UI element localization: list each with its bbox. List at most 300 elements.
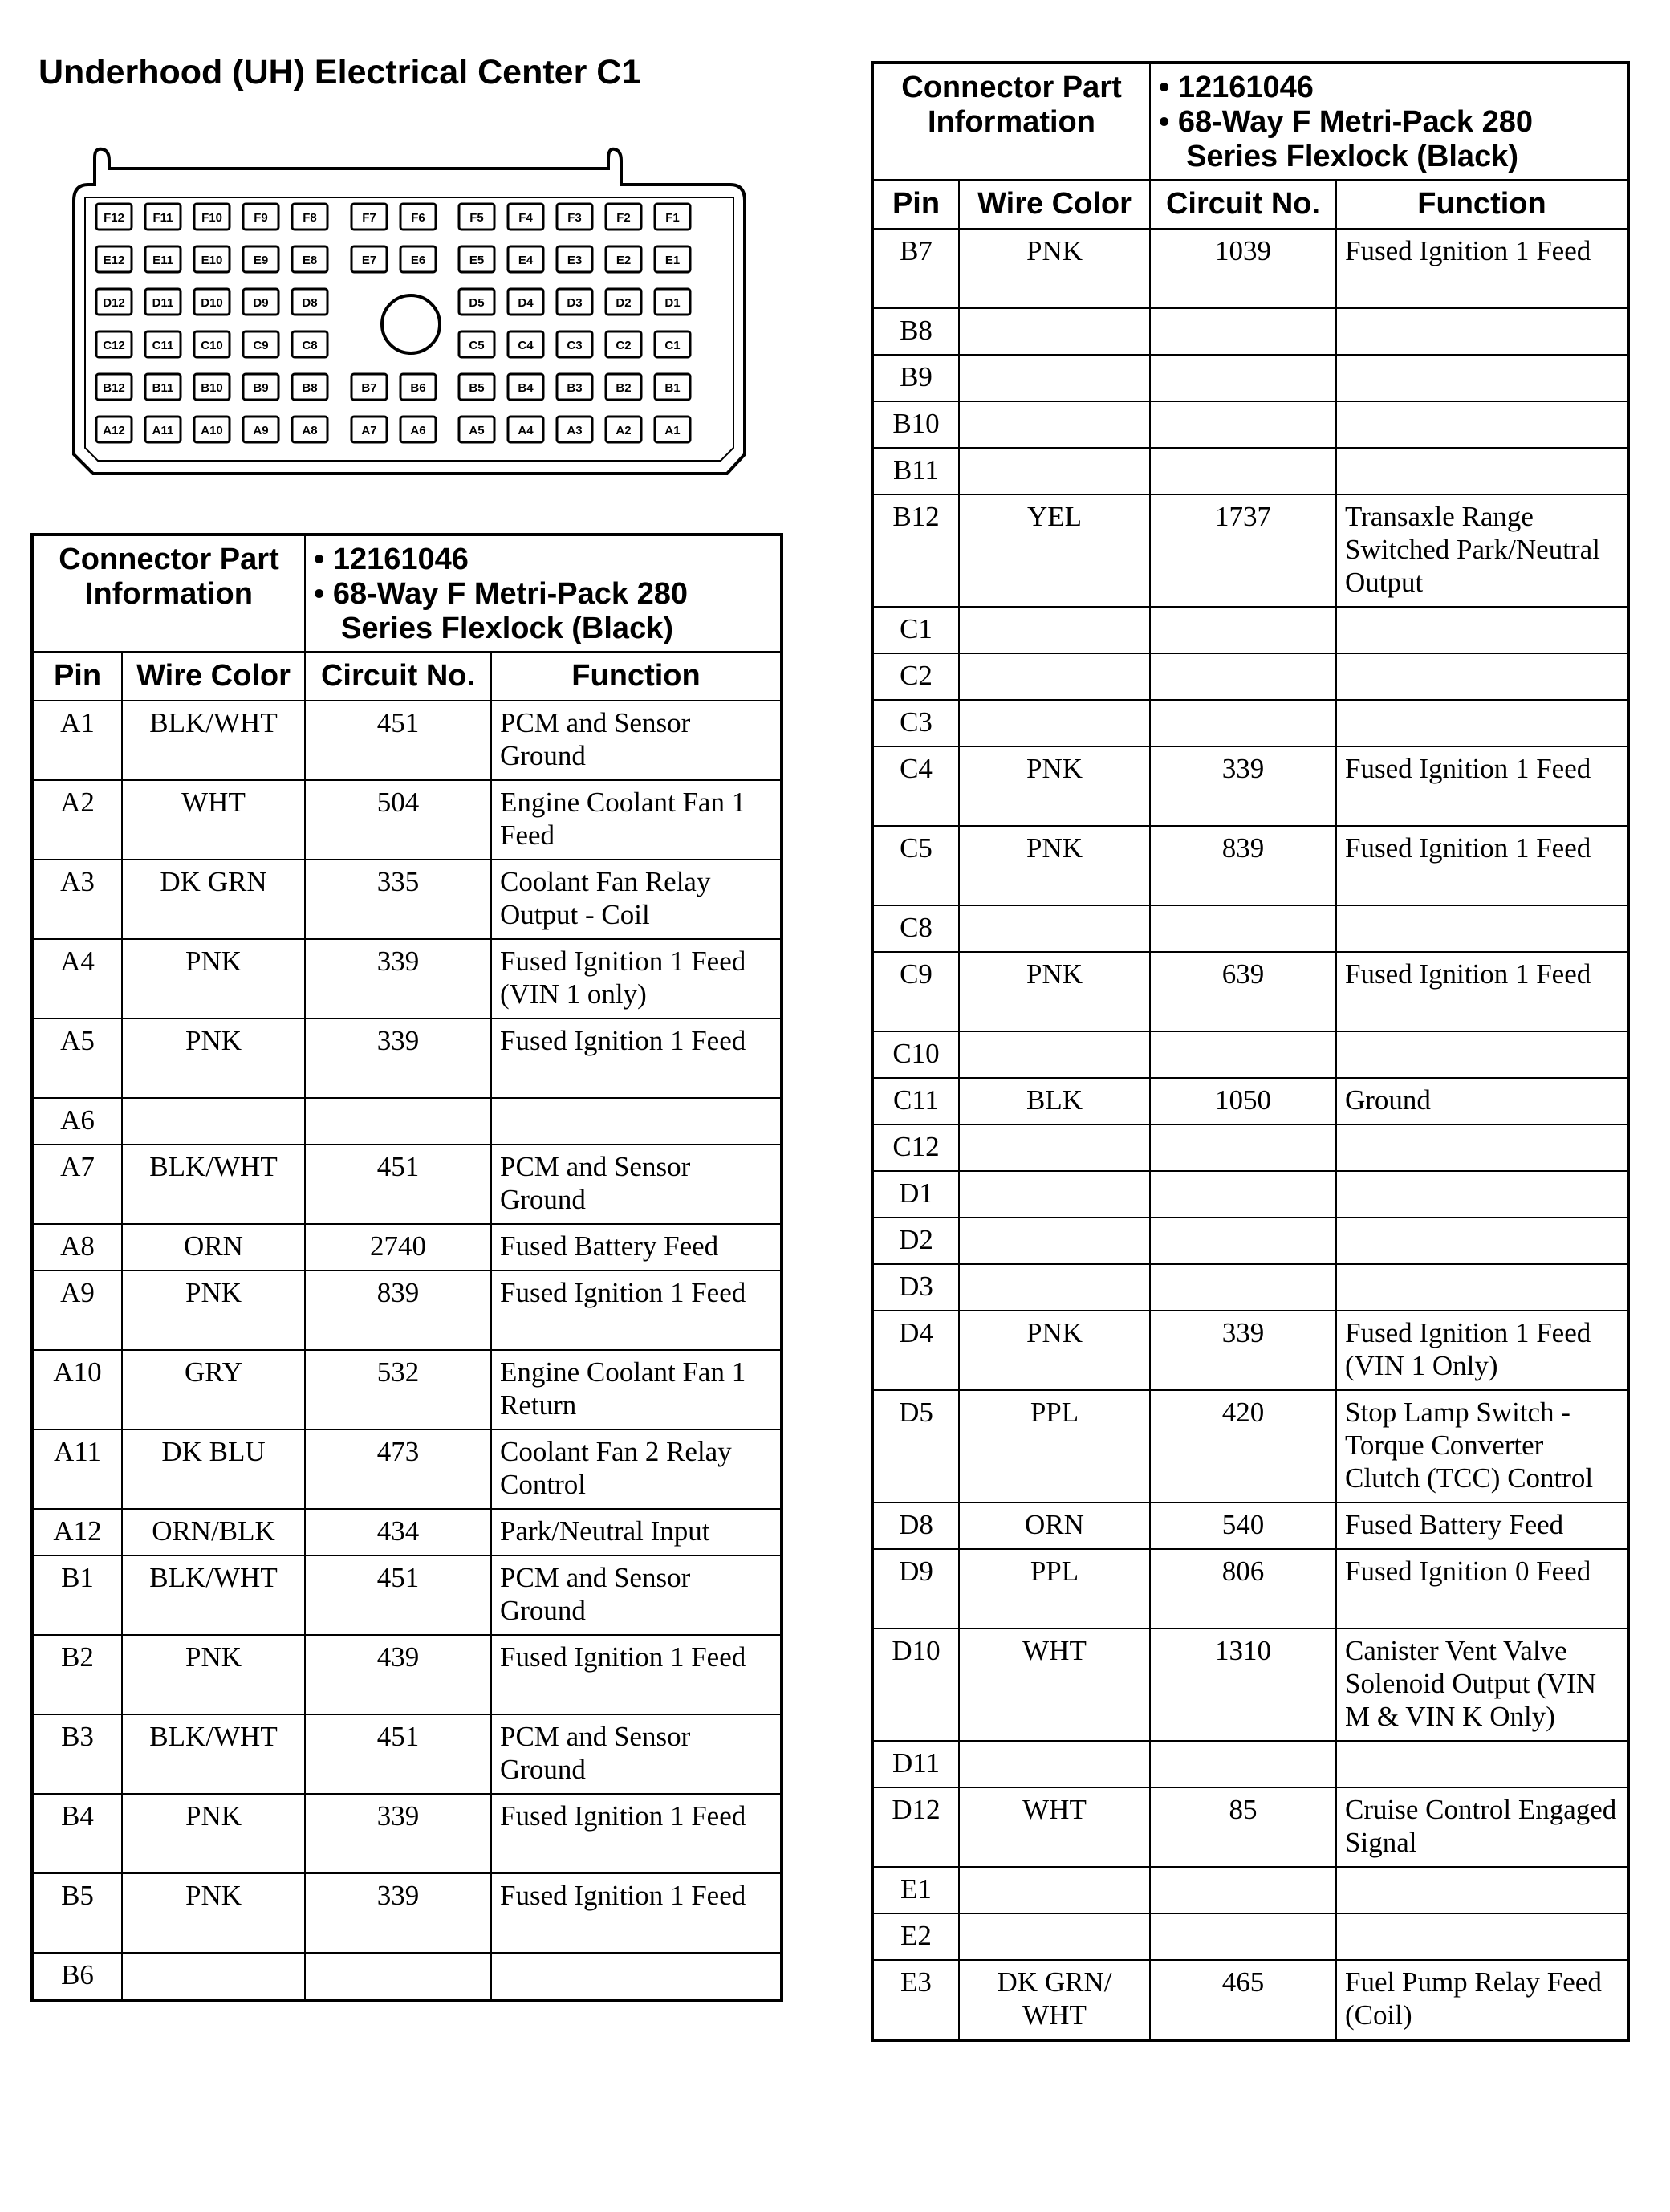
function-cell: Fused Ignition 1 Feed (491, 1019, 782, 1098)
function-cell: Fused Battery Feed (1336, 1502, 1628, 1549)
table-row (872, 308, 1628, 355)
connector-pin-cell (243, 374, 278, 400)
wire-color-cell (959, 448, 1150, 494)
connector-pin-label: A10 (201, 424, 223, 437)
connector-pin-label: D12 (103, 296, 125, 310)
wire-color-cell: ORN (122, 1224, 305, 1271)
connector-pin-cells (96, 204, 690, 442)
pin-cell: D5 (872, 1390, 959, 1502)
table-row (872, 401, 1628, 448)
connector-pin-label: F8 (303, 211, 317, 225)
function-cell: Fused Ignition 0 Feed (1336, 1549, 1628, 1629)
circuit-cell: 339 (305, 1019, 491, 1098)
function-cell (1336, 448, 1628, 494)
table-row (32, 860, 782, 939)
connector-pin-label: A5 (469, 424, 485, 437)
connector-pin-cell (557, 246, 592, 272)
wire-color-cell: ORN/BLK (122, 1509, 305, 1555)
table-row (32, 1953, 782, 2000)
circuit-cell (1150, 1913, 1336, 1960)
circuit-cell (1150, 355, 1336, 401)
circuit-cell: 839 (1150, 826, 1336, 905)
connector-pin-label: F12 (104, 211, 124, 225)
wire-color-cell: PNK (959, 952, 1150, 1031)
table-row (32, 1429, 782, 1509)
function-cell: PCM and Sensor Ground (491, 1555, 782, 1635)
pin-cell: D12 (872, 1787, 959, 1867)
connector-pin-label: B7 (361, 381, 377, 395)
connector-pin-label: D10 (201, 296, 223, 310)
connector-pin-cell (96, 417, 132, 442)
connector-pin-label: A11 (152, 424, 174, 437)
function-cell (1336, 1913, 1628, 1960)
wire-color-cell (959, 700, 1150, 746)
wire-color-cell: PNK (122, 1794, 305, 1873)
table-row (872, 1390, 1628, 1502)
table-row (32, 1714, 782, 1794)
circuit-cell (1150, 1867, 1336, 1913)
circuit-cell: 540 (1150, 1502, 1336, 1549)
connector-pin-label: A6 (410, 424, 426, 437)
header-pin: Pin (872, 180, 959, 229)
header-circuit-no: Circuit No. (305, 652, 491, 701)
circuit-cell: 504 (305, 780, 491, 860)
connector-pin-label: A9 (253, 424, 269, 437)
pin-cell: A1 (32, 701, 122, 780)
circuit-cell (1150, 1124, 1336, 1171)
pinout-table-body (32, 535, 782, 2000)
wire-color-cell: PNK (122, 1271, 305, 1350)
wire-color-cell (959, 1741, 1150, 1787)
function-cell (1336, 1264, 1628, 1311)
connector-pin-label: B12 (103, 381, 125, 395)
connector-pin-cell (292, 331, 327, 357)
function-cell (1336, 1031, 1628, 1078)
connector-pin-label: F1 (665, 211, 680, 225)
connector-pin-label: D5 (469, 296, 485, 310)
pin-cell: B6 (32, 1953, 122, 2000)
pinout-table-body (872, 63, 1628, 2040)
function-cell: Fused Ignition 1 Feed (491, 1271, 782, 1350)
connector-pin-cell (145, 331, 181, 357)
connector-pin-cell (606, 246, 641, 272)
function-cell: Canister Vent Valve Solenoid Output (VIN M & VIN K Only) (1336, 1629, 1628, 1741)
connector-pin-cell (145, 417, 181, 442)
function-cell (1336, 1124, 1628, 1171)
part-info-row (872, 63, 1628, 180)
part-info-values (305, 535, 782, 652)
table-row (872, 607, 1628, 653)
connector-pin-cell (557, 374, 592, 400)
pin-cell: A8 (32, 1224, 122, 1271)
pin-cell: D11 (872, 1741, 959, 1787)
connector-pin-cell (508, 374, 543, 400)
header-wire-color: Wire Color (122, 652, 305, 701)
function-cell (1336, 308, 1628, 355)
connector-pin-cell (145, 289, 181, 315)
connector-pin-label: F5 (469, 211, 484, 225)
pin-cell: D9 (872, 1549, 959, 1629)
table-row (32, 1873, 782, 1953)
pin-cell: D4 (872, 1311, 959, 1390)
pin-cell: A11 (32, 1429, 122, 1509)
pin-cell: B9 (872, 355, 959, 401)
wire-color-cell (959, 355, 1150, 401)
function-cell: Fused Ignition 1 Feed (491, 1873, 782, 1953)
connector-pin-label: B6 (410, 381, 426, 395)
circuit-cell (1150, 1741, 1336, 1787)
function-cell: Fused Ignition 1 Feed (491, 1794, 782, 1873)
pin-cell: E3 (872, 1960, 959, 2040)
connector-pin-label: E1 (664, 254, 681, 267)
connector-pin-label: B8 (302, 381, 318, 395)
connector-pin-label: A8 (302, 424, 318, 437)
circuit-cell: 339 (1150, 746, 1336, 826)
table-row (872, 1741, 1628, 1787)
connector-pin-label: F10 (201, 211, 222, 225)
circuit-cell: 1737 (1150, 494, 1336, 607)
part-info-item: • 12161046 (314, 543, 469, 576)
circuit-cell (1150, 308, 1336, 355)
part-info-values (1150, 63, 1628, 180)
connector-pin-cell (459, 246, 494, 272)
connector-pin-label: F7 (362, 211, 376, 225)
connector-pin-cell (606, 204, 641, 230)
connector-pin-cell (351, 374, 387, 400)
circuit-cell: 451 (305, 1714, 491, 1794)
circuit-cell: 420 (1150, 1390, 1336, 1502)
pin-cell: B8 (872, 308, 959, 355)
pin-cell: A6 (32, 1098, 122, 1145)
connector-pin-label: E4 (518, 254, 534, 267)
pin-cell: B3 (32, 1714, 122, 1794)
function-cell (1336, 355, 1628, 401)
connector-pin-label: A2 (616, 424, 632, 437)
pin-cell: E1 (872, 1867, 959, 1913)
function-cell (1336, 1171, 1628, 1218)
wire-color-cell (959, 1171, 1150, 1218)
connector-pin-cell (655, 204, 690, 230)
connector-pin-label: F4 (518, 211, 533, 225)
wire-color-cell: PNK (959, 826, 1150, 905)
pin-cell: C10 (872, 1031, 959, 1078)
connector-pin-label: E3 (567, 254, 583, 267)
connector-pin-label: B9 (253, 381, 269, 395)
table-row (872, 1960, 1628, 2040)
connector-pin-label: D2 (616, 296, 632, 310)
table-row (32, 1271, 782, 1350)
connector-pin-cell (655, 246, 690, 272)
connector-pin-cell (459, 374, 494, 400)
pin-cell: B2 (32, 1635, 122, 1714)
connector-inner-outline (85, 197, 733, 461)
wire-color-cell: PNK (959, 1311, 1150, 1390)
pin-cell: C4 (872, 746, 959, 826)
pin-cell: C11 (872, 1078, 959, 1124)
connector-pin-cell (194, 331, 230, 357)
wire-color-cell: BLK/WHT (122, 701, 305, 780)
connector-pin-label: B11 (152, 381, 174, 395)
connector-pin-cell (655, 289, 690, 315)
table-row (32, 1635, 782, 1714)
table-row (872, 1124, 1628, 1171)
function-cell (1336, 1741, 1628, 1787)
connector-pin-label: C3 (567, 339, 583, 352)
header-row (872, 180, 1628, 229)
pin-cell: A12 (32, 1509, 122, 1555)
circuit-cell (1150, 653, 1336, 700)
connector-pin-cell (400, 417, 436, 442)
connector-pin-cell (243, 331, 278, 357)
table-row (872, 1078, 1628, 1124)
function-cell: PCM and Sensor Ground (491, 701, 782, 780)
wire-color-cell (959, 607, 1150, 653)
wire-color-cell: DK GRN/ WHT (959, 1960, 1150, 2040)
connector-pin-cell (243, 289, 278, 315)
circuit-cell: 85 (1150, 1787, 1336, 1867)
connector-pin-label: D1 (664, 296, 681, 310)
function-cell: Fused Battery Feed (491, 1224, 782, 1271)
pinout-table-right (871, 61, 1630, 2042)
function-cell (1336, 607, 1628, 653)
pin-cell: A10 (32, 1350, 122, 1429)
pin-cell: B4 (32, 1794, 122, 1873)
wire-color-cell: PNK (959, 229, 1150, 308)
circuit-cell: 434 (305, 1509, 491, 1555)
connector-pin-cell (400, 246, 436, 272)
connector-pin-label: E10 (201, 254, 223, 267)
pin-cell: D10 (872, 1629, 959, 1741)
circuit-cell: 639 (1150, 952, 1336, 1031)
connector-pin-label: F3 (567, 211, 582, 225)
connector-pin-cell (459, 331, 494, 357)
pin-cell: B11 (872, 448, 959, 494)
connector-pin-label: B10 (201, 381, 223, 395)
connector-pin-cell (508, 204, 543, 230)
connector-pin-cell (351, 204, 387, 230)
circuit-cell: 532 (305, 1350, 491, 1429)
connector-pin-cell (557, 331, 592, 357)
function-cell: Transaxle Range Switched Park/Neutral Output (1336, 494, 1628, 607)
part-info-item: • 68-Way F Metri-Pack 280 Series Flexlock (Black) (314, 577, 688, 645)
connector-pin-cell (145, 374, 181, 400)
table-row (32, 1555, 782, 1635)
connector-pin-cell (194, 417, 230, 442)
function-cell: Engine Coolant Fan 1 Feed (491, 780, 782, 860)
pin-cell: B1 (32, 1555, 122, 1635)
table-row (872, 448, 1628, 494)
connector-pin-cell (194, 204, 230, 230)
connector-pin-label: C10 (201, 339, 223, 352)
connector-pin-cell (557, 204, 592, 230)
function-cell: Cruise Control Engaged Signal (1336, 1787, 1628, 1867)
wire-color-cell (122, 1953, 305, 2000)
circuit-cell: 451 (305, 1145, 491, 1224)
function-cell: Fuel Pump Relay Feed (Coil) (1336, 1960, 1628, 2040)
connector-pin-label: C12 (103, 339, 125, 352)
table-row (872, 355, 1628, 401)
connector-pin-label: B4 (518, 381, 534, 395)
connector-pin-label: E12 (103, 254, 125, 267)
wire-color-cell: PNK (122, 1635, 305, 1714)
wire-color-cell (959, 1124, 1150, 1171)
table-row (872, 1502, 1628, 1549)
wire-color-cell (959, 905, 1150, 952)
table-row (872, 229, 1628, 308)
connector-pin-cell (194, 289, 230, 315)
table-row (32, 1019, 782, 1098)
table-row (872, 905, 1628, 952)
connector-pin-label: C5 (469, 339, 485, 352)
circuit-cell (1150, 905, 1336, 952)
pin-cell: A2 (32, 780, 122, 860)
circuit-cell (1150, 607, 1336, 653)
pin-cell: A4 (32, 939, 122, 1019)
header-pin: Pin (32, 652, 122, 701)
connector-pin-label: E11 (152, 254, 173, 267)
connector-pin-label: E5 (469, 254, 485, 267)
connector-pin-label: F9 (254, 211, 268, 225)
circuit-cell (305, 1953, 491, 2000)
connector-pin-label: C2 (616, 339, 632, 352)
function-cell (491, 1098, 782, 1145)
pin-cell: C3 (872, 700, 959, 746)
circuit-cell: 1050 (1150, 1078, 1336, 1124)
connector-pin-cell (606, 417, 641, 442)
connector-pin-label: F6 (411, 211, 425, 225)
connector-pin-cell (351, 417, 387, 442)
function-cell: Fused Ignition 1 Feed (1336, 826, 1628, 905)
pin-cell: C2 (872, 653, 959, 700)
connector-pin-cell (400, 374, 436, 400)
wire-color-cell: DK BLU (122, 1429, 305, 1509)
pin-cell: C8 (872, 905, 959, 952)
wire-color-cell: BLK/WHT (122, 1714, 305, 1794)
connector-pin-cell (459, 417, 494, 442)
connector-pin-label: B1 (664, 381, 681, 395)
pin-cell: C5 (872, 826, 959, 905)
circuit-cell (1150, 1031, 1336, 1078)
pin-cell: C12 (872, 1124, 959, 1171)
connector-pin-label: A7 (361, 424, 377, 437)
circuit-cell: 1310 (1150, 1629, 1336, 1741)
wire-color-cell (959, 1264, 1150, 1311)
circuit-cell: 806 (1150, 1549, 1336, 1629)
connector-pin-cell (194, 246, 230, 272)
connector-pin-cell (243, 204, 278, 230)
part-info-item: • 68-Way F Metri-Pack 280 Series Flexlock (Black) (1159, 105, 1533, 173)
table-row (872, 1218, 1628, 1264)
function-cell: Fused Ignition 1 Feed (VIN 1 Only) (1336, 1311, 1628, 1390)
function-cell (491, 1953, 782, 2000)
table-row (872, 1031, 1628, 1078)
wire-color-cell (959, 1218, 1150, 1264)
table-row (32, 1145, 782, 1224)
circuit-cell (1150, 1171, 1336, 1218)
pin-cell: D8 (872, 1502, 959, 1549)
connector-pin-cell (508, 289, 543, 315)
connector-pin-label: A4 (518, 424, 534, 437)
function-cell (1336, 905, 1628, 952)
function-cell (1336, 1867, 1628, 1913)
circuit-cell: 339 (305, 939, 491, 1019)
wire-color-cell (959, 1913, 1150, 1960)
function-cell: Park/Neutral Input (491, 1509, 782, 1555)
table-row (872, 1264, 1628, 1311)
wire-color-cell: PPL (959, 1549, 1150, 1629)
circuit-cell (1150, 401, 1336, 448)
function-cell: Fused Ignition 1 Feed (1336, 952, 1628, 1031)
table-row (872, 700, 1628, 746)
connector-pin-label: E2 (616, 254, 632, 267)
connector-pin-cell (459, 204, 494, 230)
wire-color-cell: PNK (122, 939, 305, 1019)
circuit-cell: 339 (1150, 1311, 1336, 1390)
connector-pin-label: E9 (253, 254, 269, 267)
circuit-cell: 439 (305, 1635, 491, 1714)
table-row (32, 780, 782, 860)
table-row (872, 826, 1628, 905)
circuit-cell: 473 (305, 1429, 491, 1509)
pin-cell: A3 (32, 860, 122, 939)
table-row (872, 952, 1628, 1031)
connector-pin-cell (96, 331, 132, 357)
header-row (32, 652, 782, 701)
circuit-cell: 1039 (1150, 229, 1336, 308)
connector-pin-cell (145, 246, 181, 272)
pin-cell: C9 (872, 952, 959, 1031)
connector-pin-cell (400, 204, 436, 230)
connector-pin-label: D11 (152, 296, 174, 310)
wire-color-cell: BLK/WHT (122, 1145, 305, 1224)
connector-pin-cell (292, 374, 327, 400)
function-cell: PCM and Sensor Ground (491, 1714, 782, 1794)
table-row (32, 701, 782, 780)
circuit-cell (1150, 448, 1336, 494)
function-cell: Coolant Fan Relay Output - Coil (491, 860, 782, 939)
circuit-cell (1150, 1218, 1336, 1264)
pin-cell: D1 (872, 1171, 959, 1218)
pin-cell: C1 (872, 607, 959, 653)
connector-pin-cell (606, 374, 641, 400)
connector-pin-label: C8 (302, 339, 318, 352)
connector-pin-cell (96, 374, 132, 400)
connector-pin-label: B3 (567, 381, 583, 395)
table-row (32, 1509, 782, 1555)
connector-pin-label: D4 (518, 296, 534, 310)
connector-pin-cell (459, 289, 494, 315)
wire-color-cell: WHT (959, 1787, 1150, 1867)
connector-pin-label: E7 (361, 254, 377, 267)
pin-cell: B12 (872, 494, 959, 607)
wire-color-cell: BLK (959, 1078, 1150, 1124)
circuit-cell: 451 (305, 701, 491, 780)
circuit-cell (1150, 700, 1336, 746)
connector-pin-label: D8 (302, 296, 318, 310)
table-row (872, 1629, 1628, 1741)
function-cell (1336, 1218, 1628, 1264)
part-info-row (32, 535, 782, 652)
pin-cell: E2 (872, 1913, 959, 1960)
connector-pin-label: C4 (518, 339, 534, 352)
wire-color-cell (959, 401, 1150, 448)
connector-pin-label: D9 (253, 296, 269, 310)
connector-pin-cell (292, 204, 327, 230)
connector-pin-cell (292, 289, 327, 315)
table-row (872, 1549, 1628, 1629)
connector-pin-label: C9 (253, 339, 269, 352)
part-info-label: Connector Part Information (872, 63, 1150, 180)
